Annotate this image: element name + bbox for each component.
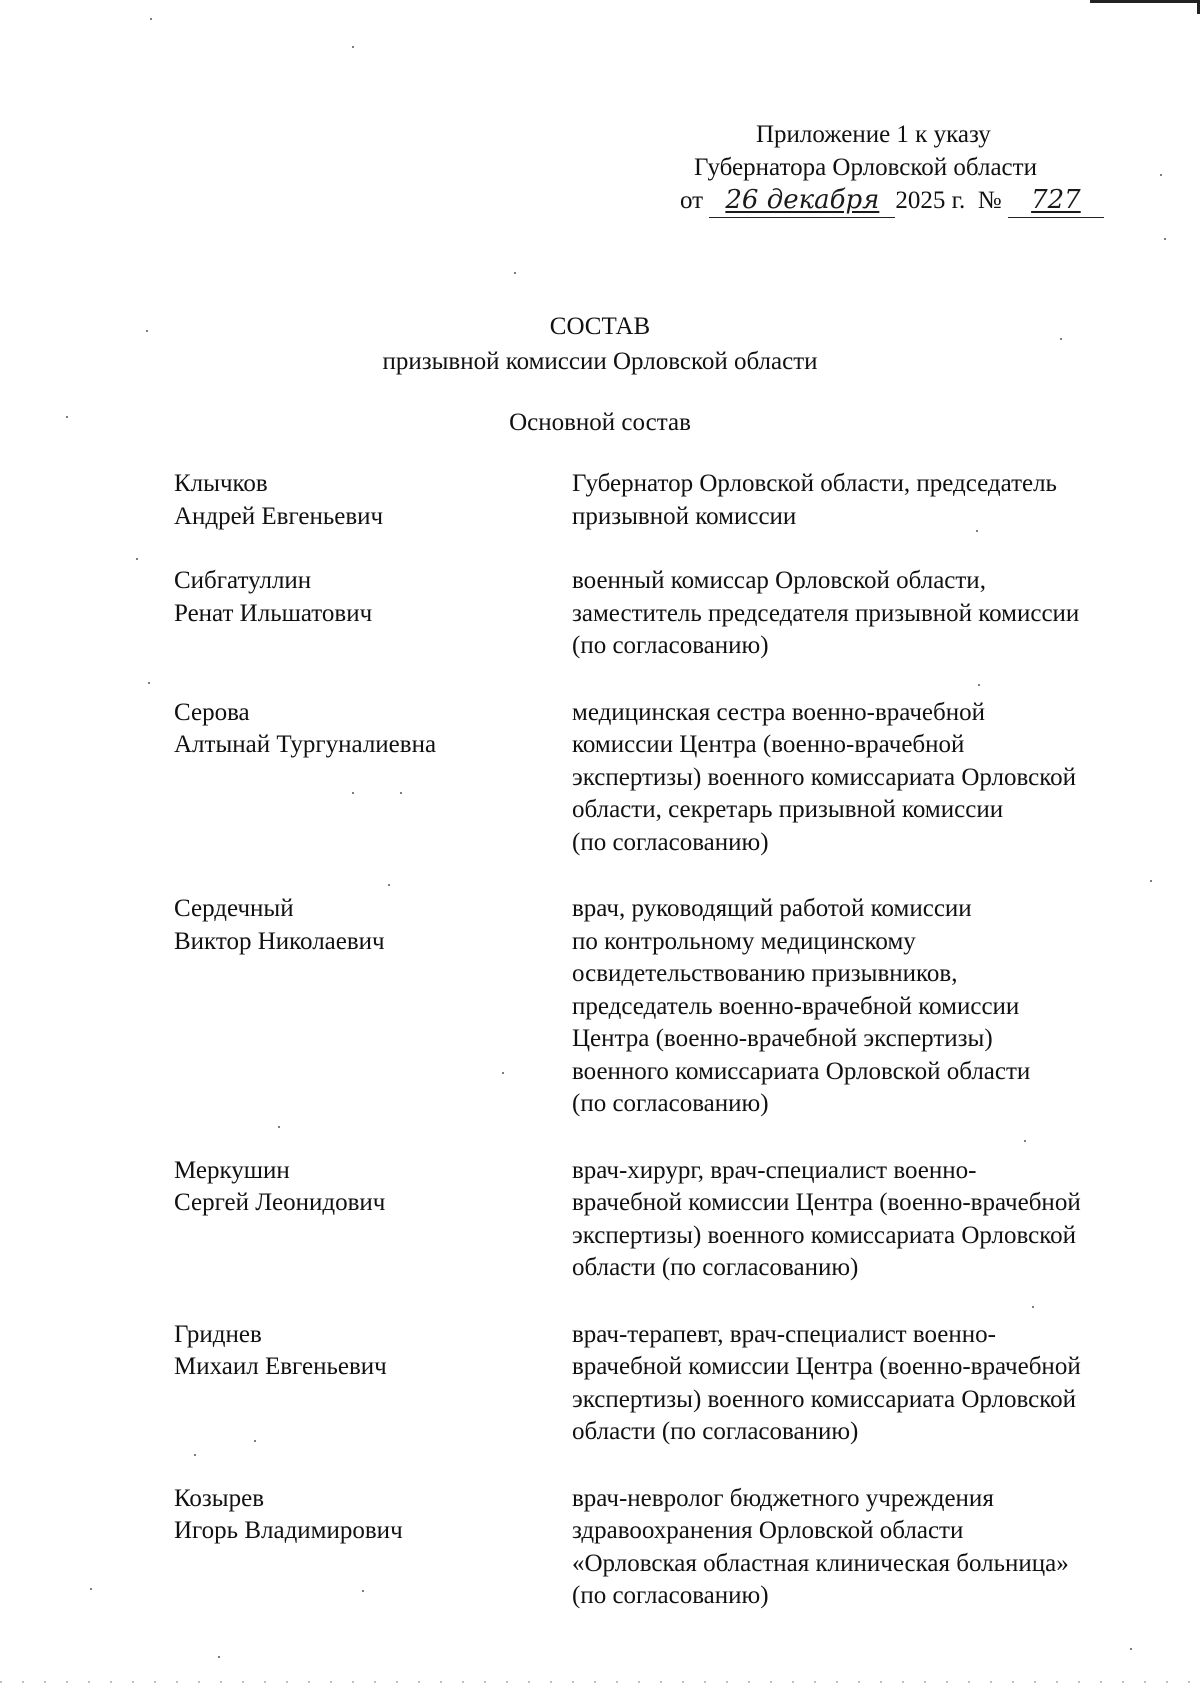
member-surname: Гриднев bbox=[174, 1320, 262, 1348]
member-entry bbox=[174, 1155, 1154, 1285]
member-surname: Клычков bbox=[174, 470, 268, 497]
scan-speck bbox=[514, 272, 516, 274]
member-entry bbox=[174, 1483, 1154, 1613]
scan-edge-mark bbox=[1090, 0, 1200, 3]
member-role: врач-терапевт, врач-специалист военно- врачебной комиссии Центра (военно-врачебной экспертизы) военного комиссариата Орловской области (по согласованию) bbox=[572, 1320, 1081, 1445]
number-sign: № bbox=[977, 187, 1002, 214]
member-surname: Козырев bbox=[174, 1484, 265, 1512]
member-surname: Сибгатуллин bbox=[174, 567, 312, 594]
section-heading: Основной состав bbox=[509, 409, 691, 436]
scan-noise-line bbox=[0, 1681, 1200, 1683]
member-given-names: Игорь Владимирович bbox=[174, 1517, 403, 1544]
member-role: военный комиссар Орловской области, заместитель председателя призывной комиссии (по согласованию) bbox=[572, 567, 1080, 659]
member-name bbox=[174, 893, 572, 1121]
handwritten-number: 727 bbox=[1008, 184, 1104, 218]
member-role: врач, руководящий работой комиссии по контрольному медицинскому освидетельствованию призывников, председатель военно-врачебной комиссии Центра (военно-врачебной экспертизы) военного комиссариата Орловской области (по согласованию) bbox=[572, 895, 1031, 1117]
members-list bbox=[174, 468, 1154, 1613]
member-surname: Сердечный bbox=[174, 895, 294, 922]
member-name bbox=[174, 1483, 572, 1613]
scan-speck bbox=[150, 18, 152, 20]
member-given-names: Михаил Евгеньевич bbox=[174, 1353, 387, 1380]
handwritten-date: 26 декабря bbox=[709, 184, 895, 218]
member-name bbox=[174, 697, 572, 860]
document-title: СОСТАВ bbox=[549, 313, 651, 340]
member-given-names: Сергей Леонидович bbox=[174, 1189, 386, 1216]
scan-speck bbox=[218, 1656, 220, 1658]
appendix-line-2: Губернатора Орловской области bbox=[694, 154, 1037, 181]
member-entry bbox=[174, 565, 1154, 663]
member-entry bbox=[174, 1319, 1154, 1449]
member-name bbox=[174, 565, 572, 663]
member-entry bbox=[174, 893, 1154, 1121]
member-surname: Меркушин bbox=[174, 1156, 290, 1184]
member-entry bbox=[174, 468, 1154, 533]
year-suffix: 2025 г. bbox=[895, 187, 966, 214]
appendix-line-1: Приложение 1 к указу bbox=[756, 121, 991, 148]
member-entry bbox=[174, 697, 1154, 860]
scan-speck bbox=[352, 46, 354, 48]
scan-speck bbox=[1164, 238, 1166, 240]
scan-speck bbox=[136, 558, 138, 560]
member-role: врач-невролог бюджетного учреждения здравоохранения Орловской области «Орловская областная клиническая больница» (по согласованию) bbox=[572, 1484, 1069, 1609]
member-name bbox=[174, 1155, 572, 1285]
appendix-header bbox=[640, 118, 1140, 218]
scan-speck bbox=[1160, 174, 1162, 176]
scan-speck bbox=[90, 1588, 92, 1590]
member-given-names: Виктор Николаевич bbox=[174, 927, 385, 955]
member-role: медицинская сестра военно-врачебной комиссии Центра (военно-врачебной экспертизы) военного комиссариата Орловской области, секретарь призывной комиссии (по согласованию) bbox=[572, 698, 1077, 856]
member-name bbox=[174, 468, 572, 533]
appendix-line-3 bbox=[640, 184, 1140, 218]
member-role: врач-хирург, врач-специалист военно- врачебной комиссии Центра (военно-врачебной экспертизы) военного комиссариата Орловской области (по согласованию) bbox=[572, 1156, 1081, 1281]
member-name bbox=[174, 1319, 572, 1449]
member-given-names: Алтынай Тургуналиевна bbox=[174, 731, 437, 758]
date-prefix: от bbox=[680, 187, 704, 214]
member-role: Губернатор Орловской области, председатель призывной комиссии bbox=[572, 470, 1057, 530]
member-surname: Серова bbox=[174, 698, 250, 726]
member-given-names: Андрей Евгеньевич bbox=[174, 502, 384, 530]
scan-speck bbox=[148, 682, 150, 684]
document-subtitle: призывной комиссии Орловской области bbox=[382, 348, 818, 375]
scan-speck bbox=[1130, 1648, 1132, 1650]
member-given-names: Ренат Ильшатович bbox=[174, 599, 373, 627]
